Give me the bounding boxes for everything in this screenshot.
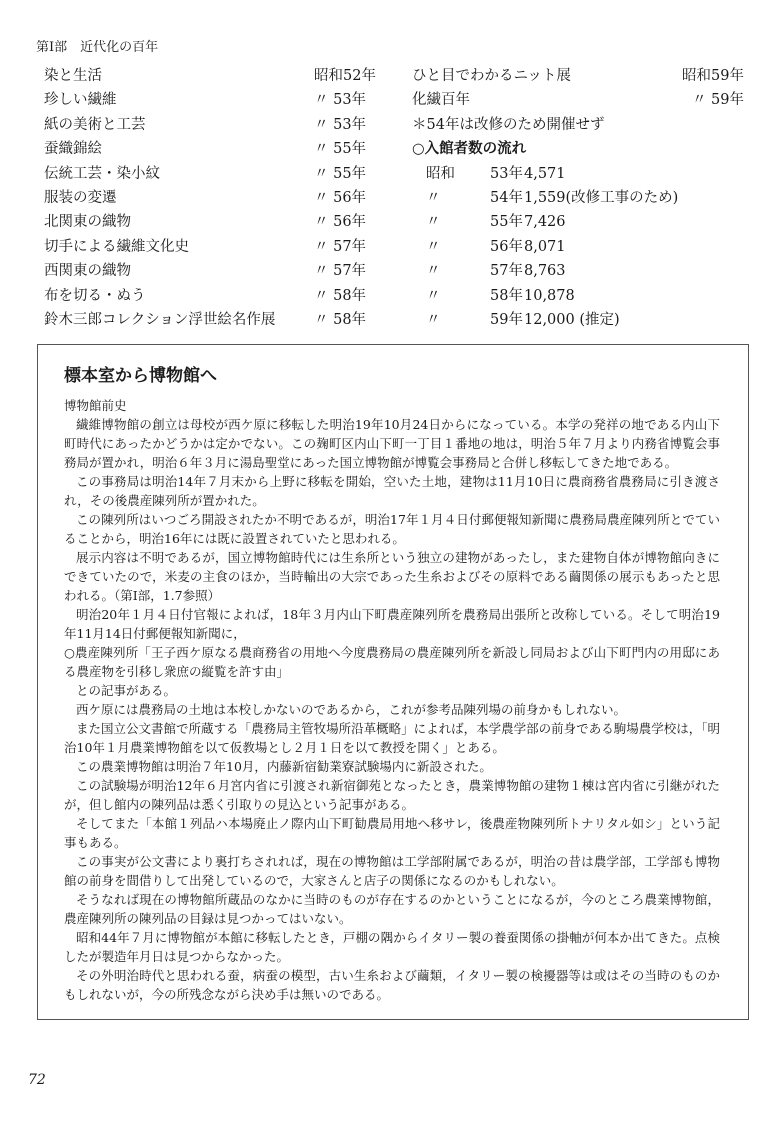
admission-count: 10,878 bbox=[524, 287, 575, 304]
page-number: 72 bbox=[28, 1072, 46, 1088]
exhibition-year: 〃 55年 bbox=[314, 141, 367, 158]
table-row bbox=[44, 162, 744, 186]
admission-era: 〃 bbox=[426, 311, 441, 328]
exhibition-title: ひと目でわかるニット展 bbox=[412, 68, 571, 84]
museum-history-box bbox=[37, 344, 749, 1020]
admission-row bbox=[412, 259, 566, 283]
exhibition-year: 〃 53年 bbox=[314, 116, 367, 133]
admission-year: 59年 bbox=[490, 311, 523, 328]
paragraph: この試験場が明治12年６月宮内省に引渡され新宿御苑となったとき，農業博物館の建物１棟は宮内省に引継がれたが，但し館内の陳列品は悉く引取りの見込という記事がある。 bbox=[64, 778, 720, 812]
box-title: 標本室から博物館へ bbox=[64, 366, 217, 386]
quoted-article: ○農産陳列所「王子西ケ原なる農商務省の用地へ今度農務局の農産陳列所を新設し同局および山下町門内の用邸にある農産物を引移し衆庶の縦覧を許す由」 bbox=[64, 645, 720, 679]
exhibition-year: 〃 56年 bbox=[314, 189, 367, 206]
exhibition-title: 染と生活 bbox=[44, 68, 102, 84]
exhibition-title: 西関東の織物 bbox=[44, 263, 131, 280]
admission-count: 8,071 bbox=[524, 238, 566, 255]
table-row bbox=[44, 186, 744, 210]
admission-era: 〃 bbox=[426, 287, 441, 304]
admission-era: 〃 bbox=[426, 238, 441, 255]
table-row bbox=[44, 259, 744, 283]
exhibition-year: 〃 55年 bbox=[314, 165, 367, 182]
admission-year: 58年 bbox=[490, 287, 523, 304]
paragraph: この事務局は明治14年７月末から上野に移転を開始，空いた土地，建物は11月10日に農商務省農務局に引き渡され，その後農産陳列所が置かれた。 bbox=[64, 474, 720, 508]
exhibition-year: 〃 58年 bbox=[314, 311, 367, 328]
paragraph: 繊維博物館の創立は母校が西ケ原に移転した明治19年10月24日からになっている。本学の発祥の地である内山下町時代にあったかどうかは定かでない。この麹町区内山下町一丁目１番地の地は，明治５年７月より内務省博覧会事務局が置かれ，明治６年３月に湯島聖堂にあった国立博物館が博覧会事務局と合併し移転してきた地である。 bbox=[64, 417, 720, 470]
exhibition-title: 蚕織錦絵 bbox=[44, 141, 102, 158]
admission-era: 昭和 bbox=[426, 165, 455, 182]
paragraph: との記事がある。 bbox=[76, 683, 177, 698]
table-row bbox=[44, 88, 744, 112]
exhibition-year: 〃 53年 bbox=[314, 92, 367, 109]
exhibition-title: 布を切る・ぬう bbox=[44, 287, 146, 304]
paragraph: 展示内容は不明であるが，国立博物館時代には生糸所という独立の建物があったし，また建物自体が博物館向きにできていたので，米麦の主食のほか，当時輸出の大宗であった生糸およびその原料である繭関係の展示もあったと思われる。（第Ⅰ部，1.7参照） bbox=[64, 550, 720, 603]
exhibition-year: 〃 58年 bbox=[314, 287, 367, 304]
paragraph: その外明治時代と思われる蚕，病蚕の模型，古い生糸および繭類，イタリー製の検擾器等は或はその当時のものかもしれないが，今の所残念ながら決め手は無いのである。 bbox=[64, 968, 720, 1002]
exhibition-title: 北関東の織物 bbox=[44, 214, 131, 231]
paragraph: この事実が公文書により裏打ちされれば，現在の博物館は工学部附属であるが，明治の昔は農学部，工学部も博物館の前身を間借りして出発しているので，大家さんと店子の関係になるのかもしれない。 bbox=[64, 854, 720, 888]
table-row bbox=[44, 284, 744, 308]
admission-year: 53年 bbox=[490, 165, 523, 182]
admission-row bbox=[412, 308, 620, 332]
paragraph: そしてまた「本館１列品ハ本場廃止ノ際内山下町勧農局用地へ移サレ，後農産物陳列所トナリタル如シ」という記事もある。 bbox=[64, 816, 720, 850]
admission-row bbox=[412, 210, 566, 234]
admission-era: 〃 bbox=[426, 263, 441, 280]
exhibition-year: 〃 59年 bbox=[691, 92, 744, 109]
box-subtitle: 博物館前史 bbox=[64, 398, 127, 413]
exhibition-table bbox=[44, 64, 744, 332]
exhibition-title: 鈴木三郎コレクション浮世絵名作展 bbox=[44, 311, 276, 328]
exhibition-title: 珍しい繊維 bbox=[44, 92, 117, 109]
admission-count: 12,000 (推定) bbox=[524, 311, 620, 328]
paragraph: 西ケ原には農務局の土地は本校しかないのであるから，これが参考品陳列場の前身かもしれない。 bbox=[76, 702, 627, 717]
paragraph: 明治20年１月４日付官報によれば，18年３月内山下町農産陳列所を農務局出張所と改称している。そして明治19年11月14日付郵便報知新聞に， bbox=[64, 607, 720, 641]
admission-row bbox=[412, 284, 575, 308]
admission-row bbox=[412, 162, 566, 186]
admission-row bbox=[412, 235, 566, 259]
admission-year: 57年 bbox=[490, 263, 523, 280]
exhibition-year: 〃 57年 bbox=[314, 238, 367, 255]
admission-year: 54年 bbox=[490, 189, 523, 206]
running-head: 第Ⅰ部 近代化の百年 bbox=[36, 40, 159, 55]
paragraph: この農業博物館は明治７年10月，内藤新宿勧業寮試験場内に新設された。 bbox=[76, 759, 492, 774]
exhibition-title: 切手による繊維文化史 bbox=[44, 238, 189, 255]
table-row bbox=[44, 113, 744, 137]
paragraph: そうなれば現在の博物館所蔵品のなかに当時のものが存在するのかということになるが，今のところ農業博物館，農産陳列所の陳列品の目録は見つかってはいない。 bbox=[64, 892, 720, 926]
admission-row bbox=[412, 186, 678, 210]
table-row bbox=[44, 64, 744, 88]
table-row bbox=[44, 210, 744, 234]
paragraph: 昭和44年７月に博物館が本館に移転したとき，戸棚の隅からイタリー製の養蚕関係の掛軸が何本か出てきた。点検したが製造年月日は見つからなかった。 bbox=[64, 930, 720, 964]
exhibition-title: 伝統工芸・染小紋 bbox=[44, 165, 160, 182]
exhibition-year: 〃 56年 bbox=[314, 214, 367, 231]
exhibition-year: 昭和52年 bbox=[314, 68, 376, 84]
closure-note: ＊54年は改修のため開催せず bbox=[412, 116, 605, 133]
exhibition-year: 〃 57年 bbox=[314, 263, 367, 280]
table-row bbox=[44, 235, 744, 259]
admission-year: 56年 bbox=[490, 238, 523, 255]
admission-era: 〃 bbox=[426, 189, 441, 206]
paragraph: また国立公文書館で所蔵する「農務局主管牧場所沿革概略」によれば，本学農学部の前身である駒場農学校は，「明治10年１月農業博物館を以て仮教場とし２月１日を以て教授を開く」とある。 bbox=[64, 721, 720, 755]
paragraph: この陳列所はいつごろ開設されたか不明であるが，明治17年１月４日付郵便報知新聞に農務局農産陳列所とでていることから，明治16年には既に設置されていたと思われる。 bbox=[64, 512, 720, 546]
admission-era: 〃 bbox=[426, 214, 441, 231]
table-row bbox=[44, 137, 744, 161]
admission-year: 55年 bbox=[490, 214, 523, 231]
exhibition-title: 化繊百年 bbox=[412, 92, 470, 109]
admissions-heading: ○入館者数の流れ bbox=[412, 140, 527, 158]
admission-count: 8,763 bbox=[524, 263, 566, 280]
exhibition-title: 紙の美術と工芸 bbox=[44, 116, 146, 133]
exhibition-year: 昭和59年 bbox=[682, 68, 744, 84]
table-row bbox=[44, 308, 744, 332]
admission-count: 7,426 bbox=[524, 214, 566, 231]
exhibition-title: 服装の変遷 bbox=[44, 189, 117, 206]
admission-count: 4,571 bbox=[524, 165, 566, 182]
admission-count: 1,559(改修工事のため) bbox=[524, 189, 679, 206]
